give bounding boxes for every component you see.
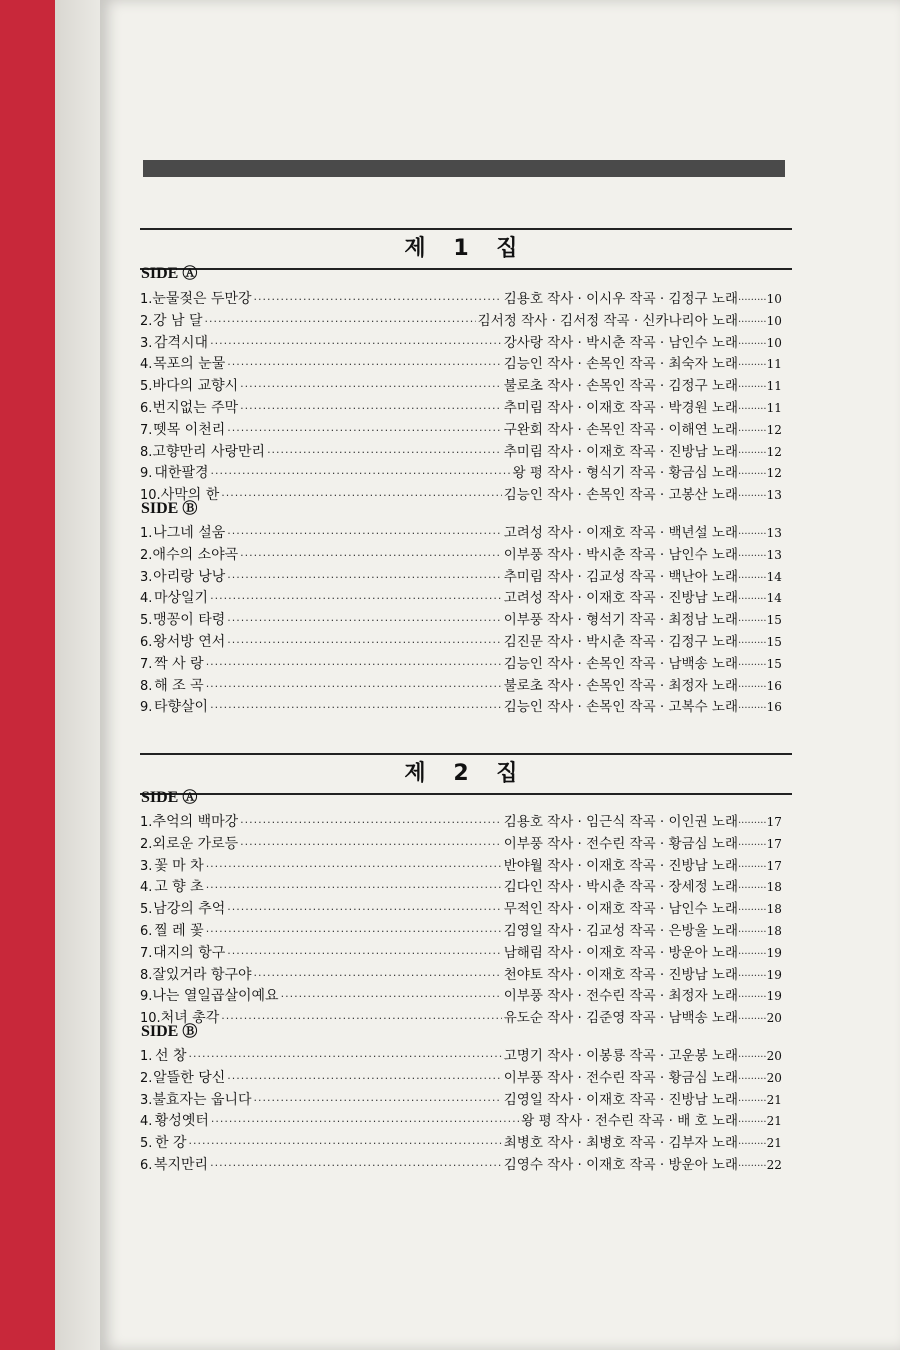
song-title: 타향살이 xyxy=(153,699,209,716)
leader-dots xyxy=(221,489,502,502)
song-credits: 남해림 작사 · 이재호 작곡 · 방운아 노래 xyxy=(503,944,738,961)
page-number: ····· 12 xyxy=(738,423,800,437)
page-number: ····· 10 xyxy=(738,292,800,306)
page-number: ····· 10 xyxy=(738,336,800,350)
page-number: ····· 15 xyxy=(738,613,800,627)
song-entry xyxy=(140,941,800,962)
leader-dots xyxy=(254,969,502,982)
song-title: 대한팔경 xyxy=(154,465,209,482)
song-title: 번지없는 주막 xyxy=(152,400,239,416)
song-entry xyxy=(140,984,800,1005)
song-credits: 김능인 작사 · 손목인 작곡 · 최숙자 노래 xyxy=(503,356,738,373)
song-title: 아리랑 낭낭 xyxy=(153,568,226,585)
song-number: 3. xyxy=(140,335,153,351)
song-credits: 무적인 작사 · 이재호 작곡 · 남인수 노래 xyxy=(503,901,738,918)
page-number: ····· 21 xyxy=(738,1136,800,1150)
song-number: 4. xyxy=(140,880,153,896)
side-mark: Ⓑ xyxy=(182,499,198,517)
song-title: 찔 레 꽃 xyxy=(154,923,204,939)
song-entry xyxy=(140,309,800,330)
song-credits: 김다인 작사 · 박시춘 작곡 · 장세정 노래 xyxy=(503,879,738,896)
side-label-text: SIDE xyxy=(141,789,183,806)
leader-dots xyxy=(240,380,502,393)
song-number: 1. xyxy=(140,815,153,830)
page-number: ····· 17 xyxy=(738,859,800,873)
leader-dots xyxy=(211,467,511,480)
song-title: 꽃 마 차 xyxy=(154,857,204,874)
song-number: 9. xyxy=(140,700,153,716)
song-title: 나는 열일곱살이예요 xyxy=(152,988,279,1005)
song-title: 알뜰한 당신 xyxy=(153,1069,226,1086)
song-title: 눈물젖은 두만강 xyxy=(152,291,252,307)
leader-dots xyxy=(240,549,502,562)
song-credits: 왕 평 작사 · 전수린 작곡 · 배 호 노래 xyxy=(521,1113,738,1130)
leader-dots xyxy=(210,1159,502,1172)
song-credits: 김진문 작사 · 박시춘 작곡 · 김정구 노래 xyxy=(503,634,738,650)
song-number: 6. xyxy=(140,401,153,416)
song-credits: 고명기 작사 · 이봉룡 작곡 · 고운봉 노래 xyxy=(503,1048,738,1064)
page-number: ····· 16 xyxy=(738,700,800,714)
song-entry xyxy=(140,1109,800,1130)
song-entry xyxy=(140,674,800,695)
page-number: ····· 16 xyxy=(738,679,800,693)
page-number: ····· 19 xyxy=(738,968,800,982)
song-title: 뗏목 이천리 xyxy=(153,421,226,438)
song-number: 5. xyxy=(140,902,153,918)
leader-dots xyxy=(254,1094,502,1107)
side-label-text: SIDE xyxy=(141,500,183,517)
leader-dots xyxy=(227,636,502,649)
song-number: 9. xyxy=(140,466,153,482)
side-label xyxy=(141,497,197,518)
page-number: ····· 17 xyxy=(738,837,800,851)
song-number: 6. xyxy=(140,635,153,650)
page-number: ····· 15 xyxy=(738,635,800,649)
song-entry xyxy=(140,919,800,940)
song-entry xyxy=(140,374,800,395)
song-credits: 이부풍 작사 · 박시춘 작곡 · 남인수 노래 xyxy=(503,546,738,563)
song-credits: 고려성 작사 · 이재호 작곡 · 백년설 노래 xyxy=(503,525,738,541)
song-number: 4. xyxy=(140,1114,153,1130)
song-entry xyxy=(140,483,800,504)
song-credits: 이부풍 작사 · 전수린 작곡 · 최정자 노래 xyxy=(503,988,738,1005)
song-number: 3. xyxy=(140,1092,153,1108)
song-title: 외로운 가로등 xyxy=(152,835,239,852)
leader-dots xyxy=(210,701,502,714)
page-number: ····· 20 xyxy=(738,1071,800,1085)
side-label-text: SIDE xyxy=(141,1023,183,1040)
song-entry xyxy=(140,854,800,875)
leader-dots xyxy=(240,838,502,851)
song-entry xyxy=(140,1088,800,1109)
song-number: 8. xyxy=(140,444,153,460)
song-credits: 강사랑 작사 · 박시춘 작곡 · 남인수 노래 xyxy=(503,334,738,351)
leader-dots xyxy=(206,925,502,938)
song-number: 8. xyxy=(140,678,153,694)
side-label-text: SIDE xyxy=(141,265,183,282)
leader-dots xyxy=(204,315,475,328)
song-title: 맹꽁이 타령 xyxy=(153,612,226,629)
previous-page-edge xyxy=(55,0,105,1350)
song-title: 한 강 xyxy=(155,1135,187,1152)
page-number: ····· 14 xyxy=(738,570,800,584)
side-label xyxy=(141,786,197,807)
song-entry xyxy=(140,418,800,439)
leader-dots xyxy=(227,947,502,960)
page-number: ····· 14 xyxy=(738,591,800,605)
song-credits: 왕 평 작사 · 형식기 작곡 · 황금심 노래 xyxy=(512,465,738,482)
song-entry xyxy=(140,608,800,629)
page-number: ····· 18 xyxy=(738,902,800,916)
page-number: ····· 15 xyxy=(738,657,800,671)
song-credits: 구완회 작사 · 손목인 작곡 · 이해연 노래 xyxy=(503,421,738,438)
song-title: 애수의 소야곡 xyxy=(152,546,239,563)
song-title: 사막의 한 xyxy=(160,487,220,504)
song-number: 5. xyxy=(140,613,153,629)
leader-dots xyxy=(206,680,502,693)
song-title: 복지만리 xyxy=(153,1157,209,1173)
song-title: 바다의 교향시 xyxy=(152,378,239,395)
song-title: 왕서방 연서 xyxy=(153,634,226,650)
song-entry xyxy=(140,875,800,896)
leader-dots xyxy=(227,903,502,916)
leader-dots xyxy=(227,1072,502,1085)
song-credits: 김능인 작사 · 손목인 작곡 · 고복수 노래 xyxy=(503,699,738,716)
leader-dots xyxy=(240,402,502,415)
song-number: 3. xyxy=(140,858,153,874)
page-number: ····· 11 xyxy=(738,379,800,393)
leader-dots xyxy=(227,424,502,437)
leader-dots xyxy=(206,860,502,873)
page-number: ····· 19 xyxy=(738,946,800,960)
page-number: ····· 13 xyxy=(738,548,800,562)
song-number: 3. xyxy=(140,569,153,585)
leader-dots xyxy=(210,337,502,350)
song-entry xyxy=(140,630,800,651)
page-number: ····· 13 xyxy=(738,526,800,540)
song-number: 6. xyxy=(140,924,153,939)
song-credits: 불로초 작사 · 손목인 작곡 · 김정구 노래 xyxy=(503,378,738,395)
song-number: 5. xyxy=(140,1136,153,1152)
collection-heading: 제 2 집 xyxy=(140,753,792,795)
song-entry xyxy=(140,521,800,542)
leader-dots xyxy=(210,592,502,605)
leader-dots xyxy=(211,1115,519,1128)
page-number: ····· 22 xyxy=(738,1158,800,1172)
page-number: ····· 21 xyxy=(738,1093,800,1107)
song-entry xyxy=(140,963,800,984)
song-title: 강 남 달 xyxy=(153,312,203,329)
song-number: 1. xyxy=(140,292,153,307)
page-number: ····· 10 xyxy=(738,314,800,328)
song-number: 1. xyxy=(140,526,153,541)
song-number: 4. xyxy=(140,357,153,373)
song-credits: 김영수 작사 · 이재호 작곡 · 방운아 노래 xyxy=(503,1157,738,1173)
song-credits: 김영일 작사 · 이재호 작곡 · 진방남 노래 xyxy=(503,1091,738,1108)
leader-dots xyxy=(189,1050,502,1063)
leader-dots xyxy=(227,571,502,584)
song-entry xyxy=(140,461,800,482)
song-entry xyxy=(140,652,800,673)
page-number: ····· 19 xyxy=(738,989,800,1003)
song-title: 대지의 항구 xyxy=(153,944,226,961)
collection-heading: 제 1 집 xyxy=(140,228,792,270)
page-number: ····· 13 xyxy=(738,488,800,502)
song-title: 잘있거라 항구야 xyxy=(152,966,252,983)
song-entry xyxy=(140,287,800,308)
song-credits: 김용호 작사 · 이시우 작곡 · 김정구 노래 xyxy=(503,291,738,307)
leader-dots xyxy=(206,881,502,894)
song-entry xyxy=(140,897,800,918)
song-title: 고 향 초 xyxy=(154,879,204,896)
song-title: 선 창 xyxy=(155,1048,187,1064)
song-entry xyxy=(140,832,800,853)
song-credits: 김영일 작사 · 김교성 작곡 · 은방울 노래 xyxy=(503,923,738,939)
song-title: 고향만리 사랑만리 xyxy=(152,443,266,460)
song-entry xyxy=(140,1131,800,1152)
side-mark: Ⓐ xyxy=(182,264,198,282)
song-entry xyxy=(140,1066,800,1087)
song-entry xyxy=(140,331,800,352)
song-credits: 김능인 작사 · 손목인 작곡 · 고봉산 노래 xyxy=(503,487,738,504)
song-title: 목포의 눈물 xyxy=(153,356,226,373)
side-label xyxy=(141,1020,197,1041)
song-entry xyxy=(140,396,800,417)
song-title: 짝 사 랑 xyxy=(154,655,204,672)
song-title: 해 조 곡 xyxy=(154,677,204,694)
page-number: ····· 21 xyxy=(738,1114,800,1128)
leader-dots xyxy=(240,816,502,829)
song-credits: 반야월 작사 · 이재호 작곡 · 진방남 노래 xyxy=(503,857,738,874)
song-number: 10. xyxy=(140,1011,161,1027)
song-number: 9. xyxy=(140,989,153,1005)
song-credits: 추미림 작사 · 이재호 작곡 · 진방남 노래 xyxy=(503,443,738,460)
page-number: ····· 12 xyxy=(738,445,800,459)
song-title: 마상일기 xyxy=(153,590,209,607)
leader-dots xyxy=(206,658,502,671)
song-title: 추억의 백마강 xyxy=(152,814,239,830)
song-number: 2. xyxy=(140,1070,153,1086)
song-entry xyxy=(140,1044,800,1065)
page-number: ····· 18 xyxy=(738,880,800,894)
leader-dots xyxy=(227,527,502,540)
song-credits: 김서정 작사 · 김서정 작곡 · 신카나리아 노래 xyxy=(477,312,738,329)
leader-dots xyxy=(267,446,502,459)
song-title: 나그네 설움 xyxy=(153,525,226,541)
leader-dots xyxy=(221,1012,502,1025)
song-entry xyxy=(140,1153,800,1174)
side-label xyxy=(141,262,197,283)
song-title: 감격시대 xyxy=(153,334,209,351)
song-credits: 김능인 작사 · 손목인 작곡 · 남백송 노래 xyxy=(503,655,738,672)
leader-dots xyxy=(281,990,502,1003)
song-credits: 최병호 작사 · 최병호 작곡 · 김부자 노래 xyxy=(503,1135,738,1152)
song-credits: 이부풍 작사 · 형석기 작곡 · 최정남 노래 xyxy=(503,612,738,629)
song-credits: 추미림 작사 · 김교성 작곡 · 백난아 노래 xyxy=(503,568,738,585)
leader-dots xyxy=(189,1137,502,1150)
song-entry xyxy=(140,810,800,831)
decorative-top-bar xyxy=(143,160,785,177)
leader-dots xyxy=(227,614,502,627)
page-number: ····· 11 xyxy=(738,401,800,415)
song-number: 8. xyxy=(140,967,153,983)
song-entry xyxy=(140,565,800,586)
song-credits: 이부풍 작사 · 전수린 작곡 · 황금심 노래 xyxy=(503,1069,738,1086)
song-title: 처녀 총각 xyxy=(160,1010,220,1027)
leader-dots xyxy=(254,293,502,306)
song-title: 남강의 추억 xyxy=(153,901,226,918)
song-credits: 불로초 작사 · 손목인 작곡 · 최정자 노래 xyxy=(503,677,738,694)
song-credits: 천야토 작사 · 이재호 작곡 · 진방남 노래 xyxy=(503,966,738,983)
side-mark: Ⓐ xyxy=(182,788,198,806)
song-entry xyxy=(140,440,800,461)
song-entry xyxy=(140,1006,800,1027)
page-number: ····· 18 xyxy=(738,924,800,938)
side-mark: Ⓑ xyxy=(182,1022,198,1040)
page-number: ····· 20 xyxy=(738,1049,800,1063)
song-title: 황성옛터 xyxy=(154,1113,209,1130)
song-number: 5. xyxy=(140,379,153,395)
song-number: 1. xyxy=(140,1049,153,1064)
song-number: 4. xyxy=(140,591,153,607)
song-number: 10. xyxy=(140,488,161,504)
page-number: ····· 17 xyxy=(738,815,800,829)
song-number: 7. xyxy=(140,945,153,961)
song-entry xyxy=(140,352,800,373)
song-entry xyxy=(140,543,800,564)
song-number: 7. xyxy=(140,656,153,672)
song-number: 2. xyxy=(140,313,153,329)
song-credits: 이부풍 작사 · 전수린 작곡 · 황금심 노래 xyxy=(503,835,738,852)
page-number: ····· 12 xyxy=(738,466,800,480)
song-credits: 유도순 작사 · 김준영 작곡 · 남백송 노래 xyxy=(503,1010,738,1027)
page-number: ····· 20 xyxy=(738,1011,800,1025)
song-entry xyxy=(140,586,800,607)
song-credits: 추미림 작사 · 이재호 작곡 · 박경원 노래 xyxy=(503,400,738,416)
song-number: 2. xyxy=(140,547,153,563)
leader-dots xyxy=(227,358,502,371)
song-number: 2. xyxy=(140,836,153,852)
song-entry xyxy=(140,695,800,716)
song-credits: 김용호 작사 · 임근식 작곡 · 이인권 노래 xyxy=(503,814,738,830)
song-credits: 고려성 작사 · 이재호 작곡 · 진방남 노래 xyxy=(503,590,738,607)
page-number: ····· 11 xyxy=(738,357,800,371)
song-title: 불효자는 웁니다 xyxy=(152,1091,252,1108)
song-number: 7. xyxy=(140,422,153,438)
song-number: 6. xyxy=(140,1158,153,1173)
